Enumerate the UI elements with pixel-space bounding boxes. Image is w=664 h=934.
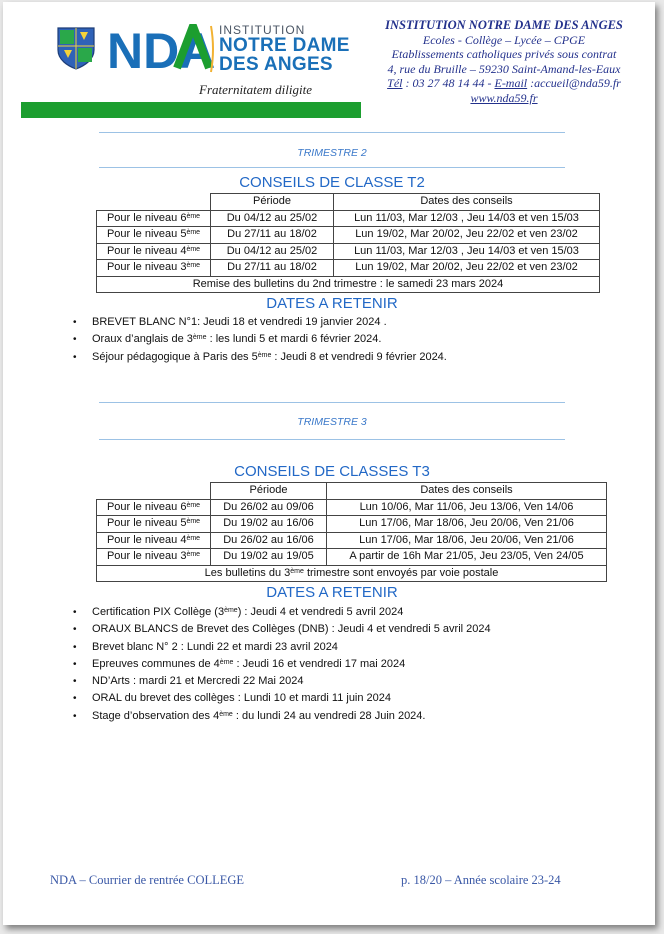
street-line: 4, rue du Bruille – 59230 Saint-Amand-les-Eaux (387, 61, 621, 76)
table-row (97, 499, 607, 516)
t3-dates-title: DATES A RETENIR (266, 584, 398, 601)
period-cell: Du 27/11 au 18/02 (211, 227, 334, 244)
table-row (97, 532, 607, 549)
table-row (97, 243, 600, 260)
table-header-row (97, 483, 607, 500)
list-item: • BREVET BLANC N°1: Jeudi 18 et vendredi 19 janvier 2024 . (73, 314, 447, 331)
list-item: • Séjour pédagogique à Paris des 5ème : Jeudi 8 et vendredi 9 février 2024. (73, 349, 447, 366)
t2-title: CONSEILS DE CLASSE T2 (239, 174, 425, 191)
list-item: • Stage d’observation des 4ème : du lundi 24 au vendredi 28 Juin 2024. (73, 708, 491, 725)
nda-logo (107, 24, 215, 74)
divider (99, 167, 565, 168)
period-cell: Du 04/12 au 25/02 (211, 243, 334, 260)
divider (99, 132, 565, 133)
header-period: Période (211, 483, 327, 500)
list-item: • Epreuves communes de 4ème : Jeudi 16 et vendredi 17 mai 2024 (73, 656, 491, 673)
list-item: • ORAL du brevet des collèges : Lundi 10 et mardi 11 juin 2024 (73, 690, 491, 707)
t3-table (96, 482, 607, 582)
motto: Fraternitatem diligite (199, 82, 313, 97)
period-cell: Du 04/12 au 25/02 (211, 210, 334, 227)
logo-institution-line2: DES ANGES (219, 54, 333, 75)
level-cell: Pour le niveau 4ème (97, 243, 211, 260)
table-row (97, 516, 607, 533)
logo-institution (219, 24, 350, 74)
institution-name: INSTITUTION NOTRE DAME DES ANGES (385, 18, 623, 32)
table-header-row (97, 194, 600, 211)
table-corner (97, 483, 211, 500)
table-note-row (97, 565, 607, 582)
type-line: Etablissements catholiques privés sous contrat (391, 47, 617, 61)
tel-value: : 03 27 48 14 44 - (402, 76, 495, 90)
divider (99, 402, 565, 403)
period-cell: Du 19/02 au 16/06 (211, 516, 327, 533)
period-cell: Du 26/02 au 09/06 (211, 499, 327, 516)
trimester-2-label: TRIMESTRE 2 (297, 147, 367, 159)
t3-note: Les bulletins du 3ème trimestre sont envoyés par voie postale (97, 565, 607, 582)
dates-cell: Lun 17/06, Mar 18/06, Jeu 20/06, Ven 21/06 (327, 516, 607, 533)
dates-cell: A partir de 16h Mar 21/05, Jeu 23/05, Ven 24/05 (327, 549, 607, 566)
logo-letters: NDA (107, 24, 215, 74)
list-item: • Oraux d’anglais de 3ème : les lundi 5 et mardi 6 février 2024. (73, 331, 447, 348)
period-cell: Du 26/02 au 16/06 (211, 532, 327, 549)
contact-line (369, 76, 639, 91)
level-cell: Pour le niveau 4ème (97, 532, 211, 549)
header-dates: Dates des conseils (327, 483, 607, 500)
dates-cell: Lun 11/03, Mar 12/03 , Jeu 14/03 et ven 15/03 (334, 210, 600, 227)
list-item: • ORAUX BLANCS de Brevet des Collèges (DNB) : Jeudi 4 et vendredi 5 avril 2024 (73, 621, 491, 638)
t2-table (96, 193, 600, 293)
table-note-row (97, 276, 600, 293)
table-row (97, 549, 607, 566)
logo-institution-line1: NOTRE DAME (219, 35, 350, 56)
level-cell: Pour le niveau 5ème (97, 227, 211, 244)
table-corner (97, 194, 211, 211)
logo-institution-small: INSTITUTION (219, 23, 306, 37)
t2-dates-title: DATES A RETENIR (266, 295, 398, 312)
list-item: • Brevet blanc N° 2 : Lundi 22 et mardi 23 avril 2024 (73, 639, 491, 656)
level-cell: Pour le niveau 6ème (97, 499, 211, 516)
table-row (97, 227, 600, 244)
website-link[interactable]: www.nda59.fr (470, 90, 538, 105)
trimester-3-label: TRIMESTRE 3 (297, 416, 367, 428)
period-cell: Du 19/02 au 19/05 (211, 549, 327, 566)
email-value[interactable]: :accueil@nda59.fr (527, 76, 621, 90)
list-item: • ND’Arts : mardi 21 et Mercredi 22 Mai 2024 (73, 673, 491, 690)
schools-line: Ecoles - Collège – Lycée – CPGE (422, 32, 586, 47)
dates-cell: Lun 19/02, Mar 20/02, Jeu 22/02 et ven 23/02 (334, 260, 600, 277)
table-row (97, 210, 600, 227)
dates-cell: Lun 17/06, Mar 18/06, Jeu 20/06, Ven 21/06 (327, 532, 607, 549)
header-dates: Dates des conseils (334, 194, 600, 211)
crest-shield-icon (56, 26, 96, 70)
dates-cell: Lun 10/06, Mar 11/06, Jeu 13/06, Ven 14/06 (327, 499, 607, 516)
level-cell: Pour le niveau 6ème (97, 210, 211, 227)
header-period: Période (211, 194, 334, 211)
table-row (97, 260, 600, 277)
t3-dates-list (73, 604, 491, 725)
email-label: E-mail (494, 76, 528, 90)
t3-title: CONSEILS DE CLASSES T3 (234, 463, 430, 480)
dates-cell: Lun 11/03, Mar 12/03 , Jeu 14/03 et ven 15/03 (334, 243, 600, 260)
green-bar (21, 102, 361, 118)
divider (99, 439, 565, 440)
level-cell: Pour le niveau 5ème (97, 516, 211, 533)
address-block (369, 18, 639, 105)
t2-note: Remise des bulletins du 2nd trimestre : le samedi 23 mars 2024 (97, 276, 600, 293)
list-item: • Certification PIX Collège (3ème) : Jeudi 4 et vendredi 5 avril 2024 (73, 604, 491, 621)
level-cell: Pour le niveau 3ème (97, 549, 211, 566)
level-cell: Pour le niveau 3ème (97, 260, 211, 277)
period-cell: Du 27/11 au 18/02 (211, 260, 334, 277)
tel-label: Tél (387, 76, 403, 90)
document-page (3, 2, 655, 925)
t2-dates-list (73, 314, 447, 366)
dates-cell: Lun 19/02, Mar 20/02, Jeu 22/02 et ven 23/02 (334, 227, 600, 244)
footer-right: p. 18/20 – Année scolaire 23-24 (401, 873, 561, 887)
footer-left: NDA – Courrier de rentrée COLLEGE (50, 873, 245, 887)
